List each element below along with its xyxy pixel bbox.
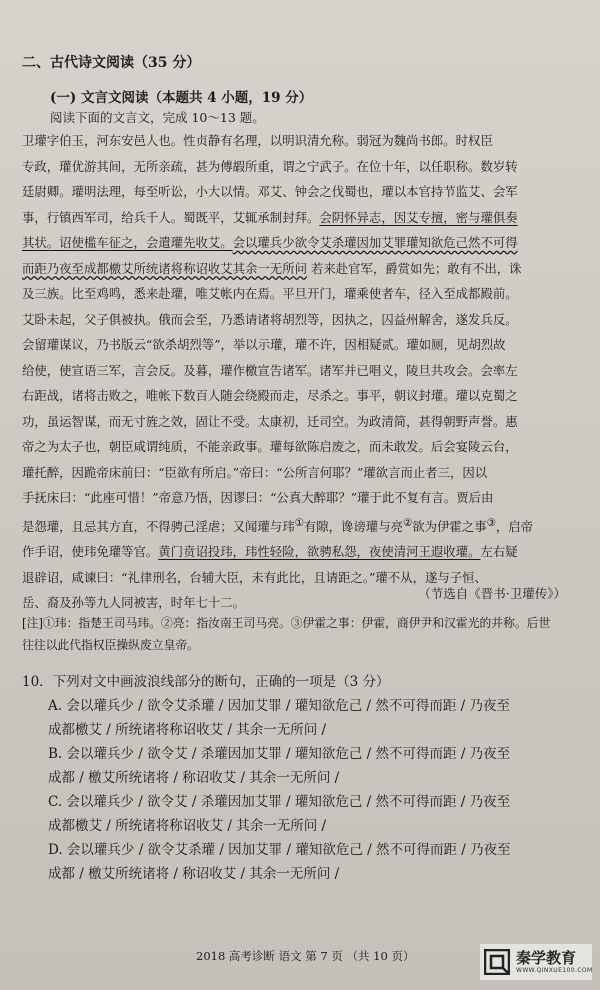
annotations	[22, 612, 588, 656]
passage-line: 作手诏，使玮免瓘等官。黄门贲诏投玮，玮性轻险，欲骋私怨，夜使清河王遐收瓘。左右疑	[22, 544, 518, 560]
passage-line: 而距乃夜至成都檄艾所统诸将称诏收艾其余一无所问 若来赴官军，爵赏如先；敢有不出，诛	[22, 260, 522, 276]
passage-line: 功，虽运智谋，而无寸旌之效，固让不受。太康初，迁司空。为政清简，甚得朝野声誉。惠	[22, 413, 518, 429]
instruction: 阅读下面的文言文，完成 10～13 题。	[50, 110, 265, 125]
passage-line: 是怨瓘，且忌其方直，不得骋己淫虐；又闻瓘与玮①有隙，谗谤瓘与亮②欲为伊霍之事③，启帝	[22, 516, 534, 534]
wavy-line-sentence-cont: 而距乃夜至成都檄艾所统诸将称诏收艾其余一无所问	[22, 260, 307, 276]
passage-line: 事，行镇西军司，给兵千人。蜀既平，艾辄承制封拜。会阴怀异志，因艾专擅，密与瓘俱奏	[22, 209, 518, 225]
underlined-sentence-b: 黄门贲诏投玮，玮性轻险，欲骋私怨，夜使清河王遐收瓘。	[158, 544, 481, 560]
passage-line: 廷尉卿。瓘明法理，每至听讼，小大以情。邓艾、钟会之伐蜀也，瓘以本官持节监艾、会军	[22, 184, 518, 199]
note-line: 往往以此代指权臣操纵废立皇帝。	[22, 638, 199, 652]
passage-line: 卫瓘字伯玉，河东安邑人也。性贞静有名理，以明识清允称。弱冠为魏尚书郎。时权臣	[22, 133, 493, 148]
passage	[22, 128, 588, 616]
passage-line: 及三族。比至鸡鸣，悉来赴瓘，唯艾帐内在焉。平旦开门，瓘乘使者车，径入至成都殿前。	[22, 286, 518, 301]
passage-line: 右距战，诸将击败之，唯帐下数百人随会绕殿而走，尽杀之。事平，朝议封瓘。瓘以克蜀之	[22, 388, 518, 403]
logo-url: WWW.QINXUE100.COM	[516, 967, 593, 974]
page-footer: 2018 高考诊断 语文 第 7 页 （共 10 页）	[196, 949, 415, 963]
wavy-line-sentence: 会以瓘兵少欲令艾杀瓘因加艾罪瓘知欲危己然不可得	[232, 235, 518, 250]
passage-line: 手抚床曰：“此座可惜！”帝意乃悟，因谬曰：“公真大醉耶？”瓘于此不复有言。贾后由	[22, 490, 494, 505]
passage-line: 其状。诏使槛车征之，会遣瓘先收艾。会以瓘兵少欲令艾杀瓘因加艾罪瓘知欲危己然不可得	[22, 235, 518, 250]
underlined-sentence-a: 会阴怀异志，因艾专擅，密与瓘俱奏	[319, 209, 518, 225]
passage-line: 专政，瓘优游其间，无所亲疏，甚为傅嘏所重，谓之宁武子。在位十年，以任职称。数岁转	[22, 158, 518, 174]
passage-line: 艾卧未起，父子俱被执。俄而会至，乃悉请诸将胡烈等，因执之，囚益州解舍，遂发兵反。	[22, 311, 518, 327]
passage-line: 帝之为太子也，朝臣咸谓纯质，不能亲政事。瓘每欲陈启废之，而未敢发。后会宴陵云台，	[22, 439, 518, 454]
option-d-line1[interactable]: D. 会以瓘兵少 / 欲令艾杀瓘 / 因加艾罪 / 瓘知欲危己 / 然不可得而距 / 乃夜至	[48, 842, 511, 858]
option-d-line2[interactable]: 成都 / 檄艾所统诸将 / 称诏收艾 / 其余一无所问 /	[48, 866, 340, 882]
logo-name: 秦学教育	[516, 949, 577, 967]
question-10	[22, 670, 588, 886]
passage-line: 退辟诏，咸谏曰：“礼律刑名，台辅大臣，未有此比，且请距之。”瓘不从，遂与子恒、	[22, 569, 487, 585]
passage-line: 会留瓘谋议，乃书版云“欲杀胡烈等”，举以示瓘，瓘不许，因相疑贰。瓘如厕，见胡烈故	[22, 337, 506, 352]
subsection-title: (一) 文言文阅读（本题共 4 小题，19 分）	[50, 90, 313, 106]
option-a-line2[interactable]: 成都檄艾 / 所统诸将称诏收艾 / 其余一无所问 /	[48, 722, 327, 738]
watermark-logo	[480, 944, 592, 980]
passage-line: 岳、裔及孙等九人同被害，时年七十二。	[22, 595, 246, 611]
passage-line: 给使，使宣语三军，言会反。及暮，瓘作檄宣告诸军。诸军并已唱义，陵旦共攻会。会率左	[22, 362, 518, 378]
note-line: [注]①玮：指楚王司马玮。②亮：指汝南王司马亮。③伊霍之事：伊霍，商伊尹和汉霍光的并称。后世	[22, 616, 551, 630]
section-title: 二、古代诗文阅读（35 分）	[22, 55, 201, 71]
question-stem: 10．下列对文中画波浪线部分的断句，正确的一项是（3 分）	[22, 674, 390, 690]
option-c-line2[interactable]: 成都檄艾 / 所统诸将称诏收艾 / 其余一无所问 /	[48, 818, 327, 834]
brand-logo-icon	[484, 949, 510, 975]
option-a-line1[interactable]: A. 会以瓘兵少 / 欲令艾杀瓘 / 因加艾罪 / 瓘知欲危己 / 然不可得而距 / 乃夜至	[48, 698, 510, 714]
option-b-line1[interactable]: B. 会以瓘兵少 / 欲令艾 / 杀瓘因加艾罪 / 瓘知欲危己 / 然不可得而距 / 乃夜至	[48, 746, 511, 762]
passage-source: （节选自《晋书·卫瓘传》）	[418, 586, 566, 601]
option-c-line1[interactable]: C. 会以瓘兵少 / 欲令艾 / 杀瓘因加艾罪 / 瓘知欲危己 / 然不可得而距 / 乃夜至	[48, 794, 511, 810]
option-b-line2[interactable]: 成都 / 檄艾所统诸将 / 称诏收艾 / 其余一无所问 /	[48, 770, 340, 786]
passage-line: 瓘托醉，因跪帝床前曰：“臣欲有所启。”帝曰：“公所言何耶？”瓘欲言而止者三，因以	[22, 464, 488, 480]
